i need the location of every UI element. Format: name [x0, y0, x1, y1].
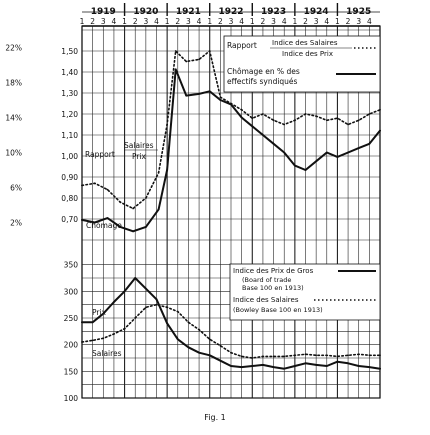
unemployment-line-point	[241, 117, 243, 119]
ratio-line-point	[198, 59, 200, 61]
percent-tick-label: 22%	[5, 43, 22, 53]
wage-index-line-point	[81, 341, 83, 343]
legend-ratio-numerator: Indice des Salaires	[272, 39, 338, 47]
wage-index-line-point	[358, 353, 360, 355]
wholesale-price-line-point	[294, 365, 296, 367]
quarter-label: 1	[122, 17, 127, 26]
quarter-label: 3	[228, 17, 234, 26]
wage-index-line-point	[337, 356, 339, 358]
year-label: 1920	[133, 7, 159, 17]
ratio-tick-label: 1,50	[61, 47, 78, 56]
wage-index-line-point	[166, 306, 168, 308]
wage-index-line-point	[347, 354, 349, 356]
wholesale-price-line-point	[283, 368, 285, 370]
quarter-label: 1	[335, 17, 340, 26]
quarter-label: 4	[196, 17, 202, 26]
wage-index-line-point	[251, 357, 253, 359]
quarter-label: 1	[79, 17, 85, 26]
wage-index-line-point	[230, 352, 232, 354]
wholesale-price-line-point	[188, 346, 190, 348]
legend-ratio-label: Rapport	[227, 41, 257, 50]
wage-index-line-point	[209, 338, 211, 340]
ratio-line-point	[241, 109, 243, 111]
unemployment-line-point	[158, 209, 160, 211]
ratio-line-point	[379, 109, 381, 111]
index-tick-label: 350	[63, 260, 78, 270]
ratio-line-point	[369, 113, 371, 115]
wholesale-price-line-point	[166, 322, 168, 324]
figure-caption: Fig. 1	[204, 413, 226, 422]
quarter-label: 3	[356, 17, 362, 26]
ratio-line-point	[220, 96, 222, 98]
unemployment-line-point	[107, 217, 109, 219]
wage-index-line-point	[188, 321, 190, 323]
quarter-label: 3	[271, 17, 276, 26]
ratio-line-point	[358, 119, 360, 121]
unemployment-line-point	[132, 230, 134, 232]
quarter-label: 4	[366, 17, 372, 26]
legend-prices-line3: Base 100 en 1913)	[242, 284, 304, 292]
percent-tick-label: 10%	[5, 148, 22, 158]
wage-index-line-point	[315, 354, 317, 356]
quarter-label: 2	[90, 17, 96, 26]
quarter-label: 2	[303, 17, 308, 26]
quarter-label: 4	[239, 17, 245, 26]
wholesale-price-line-point	[156, 298, 158, 300]
index-tick-label: 200	[63, 340, 78, 350]
ratio-line-point	[145, 197, 147, 199]
legend-unemployment-line1: Chômage en % des	[227, 67, 300, 76]
unemployment-line-point	[294, 165, 296, 167]
wholesale-price-line-point	[145, 288, 147, 290]
ratio-line-point	[166, 124, 168, 126]
wage-index-line-point	[198, 329, 200, 331]
unemployment-line-point	[209, 90, 211, 92]
quarter-label: 3	[143, 17, 149, 26]
ratio-tick-label: 0,70	[61, 215, 78, 224]
wage-index-line-point	[92, 340, 94, 342]
legend-prices-line2: (Board of trade	[242, 276, 292, 284]
wholesale-price-line-point	[198, 352, 200, 354]
year-label: 1924	[303, 7, 329, 17]
ratio-line-point	[315, 115, 317, 117]
quarter-label: 2	[217, 17, 223, 26]
ratio-line-point	[209, 50, 211, 52]
wholesale-price-line-point	[262, 364, 264, 366]
quarter-label: 1	[292, 17, 298, 26]
percent-tick-label: 6%	[10, 183, 22, 193]
wholesale-price-line-point	[113, 301, 115, 303]
unemployment-line-point	[283, 152, 285, 154]
wage-index-line-point	[305, 353, 307, 355]
ratio-line-point	[294, 119, 296, 121]
quarter-label: 4	[154, 17, 159, 26]
index-tick-label: 100	[63, 394, 78, 403]
ratio-tick-label: 0,90	[61, 173, 78, 182]
ratio-tick-label: 1,20	[61, 110, 78, 119]
quarter-label: 3	[313, 17, 319, 26]
legend-prices-line1: Indice des Prix de Gros	[233, 267, 314, 275]
annotation-salaires-bottom: Salaires	[92, 349, 122, 358]
wage-index-line-point	[177, 311, 179, 313]
unemployment-line-point	[198, 93, 200, 95]
ratio-line-point	[262, 113, 264, 115]
quarter-label: 3	[186, 17, 191, 26]
wholesale-price-line-point	[241, 366, 243, 368]
ratio-line-point	[185, 61, 187, 63]
wholesale-price-line-point	[315, 364, 317, 366]
wholesale-price-line-point	[81, 321, 83, 323]
wholesale-price-line-point	[92, 321, 94, 323]
wage-index-line-point	[134, 317, 136, 319]
unemployment-line-point	[230, 104, 232, 106]
quarter-label: 4	[111, 17, 117, 26]
unemployment-line-point	[347, 152, 349, 154]
wage-index-line-point	[294, 354, 296, 356]
quarter-label: 4	[324, 17, 330, 26]
wholesale-price-line-point	[347, 362, 349, 364]
index-tick-label: 150	[63, 367, 78, 377]
ratio-tick-label: 1,30	[61, 89, 78, 98]
unemployment-line-point	[262, 134, 264, 136]
quarter-label: 1	[207, 17, 213, 26]
wholesale-price-line-point	[124, 290, 126, 292]
unemployment-line-point	[337, 156, 339, 158]
wholesale-price-line-point	[273, 366, 275, 368]
wage-index-line-point	[369, 354, 371, 356]
quarter-label: 3	[100, 17, 106, 26]
percent-tick-label: 14%	[5, 113, 22, 123]
unemployment-line-point	[166, 169, 168, 171]
unemployment-line-point	[369, 143, 371, 145]
wage-index-line-point	[220, 345, 222, 347]
unemployment-line-point	[220, 99, 222, 101]
wholesale-price-line-point	[369, 366, 371, 368]
ratio-line-point	[119, 201, 121, 203]
ratio-line-point	[132, 208, 134, 210]
ratio-tick-label: 1,00	[61, 152, 78, 161]
unemployment-line-point	[145, 226, 147, 228]
ratio-line-point	[94, 182, 96, 184]
wage-index-line-point	[241, 356, 243, 358]
quarter-label: 2	[175, 17, 181, 26]
wholesale-price-line-point	[305, 362, 307, 364]
quarter-label: 2	[260, 17, 266, 26]
ratio-line-point	[337, 117, 339, 119]
ratio-line-point	[326, 119, 328, 121]
annotation-rapport: Rapport	[85, 150, 115, 159]
year-label: 1925	[346, 7, 372, 17]
unemployment-line-point	[175, 69, 177, 71]
wholesale-price-line-point	[134, 277, 136, 279]
legend-wages-line1: Indice des Salaires	[233, 296, 299, 304]
legend-ratio-denominator: Indice des Prix	[282, 50, 333, 58]
ratio-tick-label: 0,80	[61, 194, 78, 203]
legend-unemployment-line2: effectifs syndiqués	[227, 77, 298, 86]
wholesale-price-line-point	[220, 360, 222, 362]
annotation-salaires: Salaires	[124, 141, 154, 150]
ratio-line-point	[273, 119, 275, 121]
wage-index-line-point	[262, 356, 264, 358]
year-label: 1922	[218, 7, 244, 17]
quarter-label: 4	[281, 17, 287, 26]
ratio-line-point	[283, 124, 285, 126]
quarter-label: 2	[132, 17, 138, 26]
percent-tick-label: 2%	[10, 218, 22, 228]
wholesale-price-line-point	[326, 365, 328, 367]
annotation-prix: Prix	[132, 152, 146, 161]
ratio-line-point	[158, 172, 160, 174]
ratio-line-point	[251, 117, 253, 119]
wholesale-price-line-point	[358, 365, 360, 367]
ratio-tick-label: 1,10	[61, 131, 78, 140]
annotation-prix-bottom: Prix	[92, 308, 106, 317]
unemployment-line-point	[273, 143, 275, 145]
ratio-line-point	[81, 185, 83, 187]
wholesale-price-line-point	[209, 354, 211, 356]
wage-index-line-point	[113, 333, 115, 335]
unemployment-line-point	[326, 152, 328, 154]
wholesale-price-line-point	[230, 365, 232, 367]
wage-index-line-point	[124, 328, 126, 330]
wage-index-line-point	[156, 304, 158, 306]
wage-index-line-point	[273, 356, 275, 358]
unemployment-line-point	[358, 147, 360, 149]
wholesale-price-line-point	[177, 338, 179, 340]
year-label: 1923	[261, 7, 287, 17]
ratio-tick-label: 1,40	[61, 68, 78, 77]
wage-index-line-point	[283, 356, 285, 358]
quarter-label: 2	[345, 17, 351, 26]
ratio-line-point	[175, 50, 177, 52]
percent-tick-label: 18%	[5, 78, 22, 88]
legend-wages-line2: (Bowley Base 100 en 1913)	[233, 306, 323, 314]
index-tick-label: 250	[63, 314, 78, 323]
index-tick-label: 300	[63, 287, 78, 297]
wage-index-line-point	[326, 354, 328, 356]
quarter-label: 1	[249, 17, 255, 26]
wholesale-price-line-point	[379, 368, 381, 370]
wage-index-line-point	[102, 337, 104, 339]
wage-index-line-point	[379, 354, 381, 356]
ratio-line-point	[347, 124, 349, 126]
unemployment-line-point	[81, 219, 83, 221]
unemployment-line-point	[315, 160, 317, 162]
annotation-chomage: Chômage	[86, 221, 122, 230]
year-label: 1921	[175, 7, 201, 17]
quarter-label: 1	[164, 17, 170, 26]
wholesale-price-line-point	[251, 365, 253, 367]
wage-index-line-point	[145, 306, 147, 308]
ratio-line-point	[107, 189, 109, 191]
wholesale-price-line-point	[337, 361, 339, 363]
year-label: 1919	[90, 7, 116, 17]
ratio-line-point	[305, 113, 307, 115]
unemployment-line-point	[379, 130, 381, 132]
unemployment-line-point	[305, 169, 307, 171]
unemployment-line-point	[185, 95, 187, 97]
unemployment-line-point	[251, 125, 253, 127]
